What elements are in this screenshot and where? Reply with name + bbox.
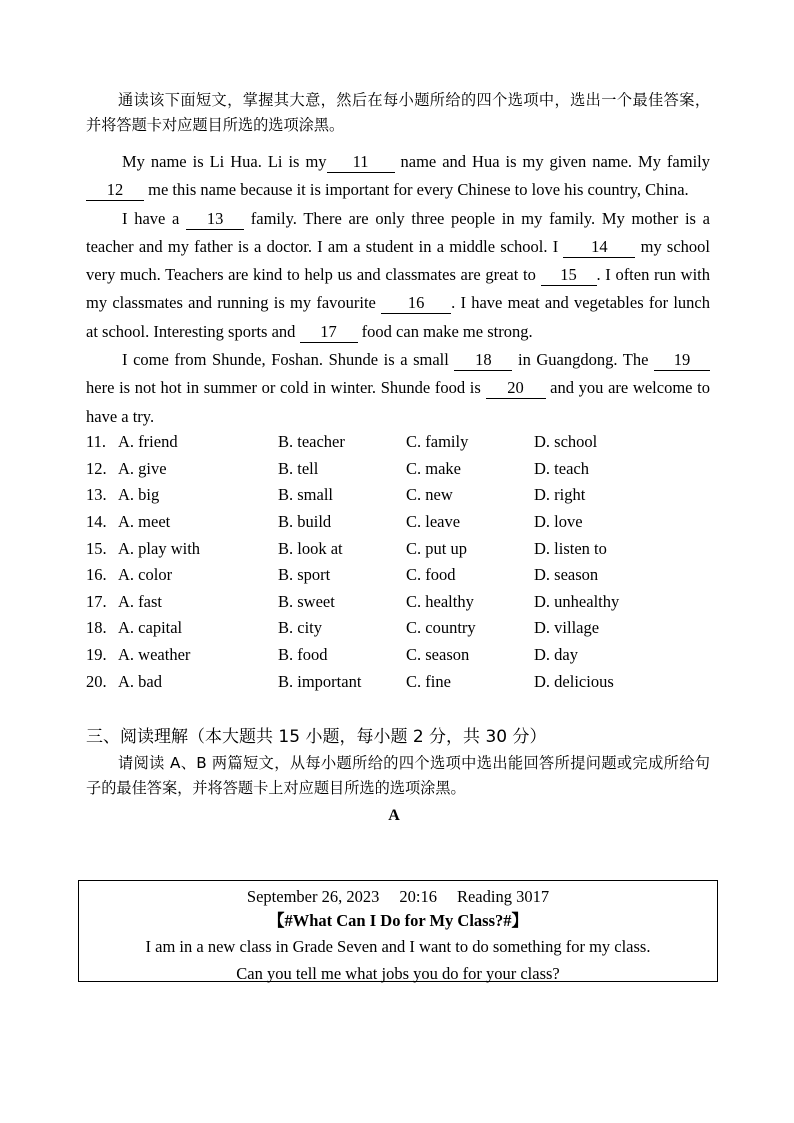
- passage-text: me this name because it is important for every Chinese to love his country, China.: [144, 180, 689, 200]
- option-c: C. leave: [406, 512, 461, 532]
- blank-20: 20: [486, 378, 546, 399]
- option-a: A. bad: [118, 671, 162, 691]
- option-a: A. big: [118, 485, 160, 505]
- option-d: D. listen to: [534, 538, 607, 558]
- option-b: B. teacher: [278, 432, 345, 452]
- option-d: D. right: [534, 485, 586, 505]
- post-date: September 26, 2023: [246, 887, 380, 906]
- option-c: C. food: [406, 565, 456, 585]
- blank-11: 11: [327, 152, 395, 173]
- passage-letter: A: [388, 806, 400, 824]
- option-a: A. color: [118, 565, 173, 585]
- option-d: D. teach: [534, 458, 589, 478]
- post-line-2: Can you tell me what jobs you do for your class?: [236, 964, 560, 983]
- option-row: [86, 562, 684, 589]
- passage-text: I come from Shunde, Foshan. Shunde is a small: [122, 350, 455, 370]
- option-c: C. family: [406, 432, 469, 452]
- passage-text: family. There are only three people in my family. My mother is a teacher and my father is a doctor. I am a student in a middle school. I: [86, 208, 710, 256]
- question-number: 13.: [86, 485, 107, 505]
- blank-15: 15: [541, 265, 597, 286]
- passage-text: My name is Li Hua. Li is my: [122, 152, 327, 171]
- option-c: C. season: [406, 645, 470, 665]
- passage-text: and you are welcome to have a try.: [86, 378, 710, 426]
- option-row: [86, 456, 684, 483]
- passage-paragraph-2: [86, 205, 710, 346]
- option-b: B. tell: [278, 458, 319, 478]
- option-b: B. build: [278, 512, 332, 532]
- passage-paragraph-3: [86, 346, 710, 431]
- cloze-instructions: 通读该下面短文，掌握其大意，然后在每小题所给的四个选项中，选出一个最佳答案，并将答题卡对应题目所选的选项涂黑。: [86, 91, 710, 134]
- option-c: C. country: [406, 618, 476, 638]
- option-row: [86, 668, 684, 695]
- question-number: 15.: [86, 538, 107, 558]
- option-row: [86, 509, 684, 536]
- option-row: [86, 642, 684, 669]
- options-table: [86, 429, 684, 695]
- passage-text: in Guangdong. The: [512, 350, 654, 370]
- passage-text: I have a: [122, 208, 187, 228]
- option-a: A. weather: [118, 645, 191, 665]
- option-a: A. play with: [118, 538, 201, 558]
- post-line-1: I am in a new class in Grade Seven and I want to do something for my class.: [145, 937, 651, 956]
- passage-text: my school very much. Teachers are kind to help us and classmates are great to: [86, 236, 710, 285]
- passage-text: . I have meat and vegetables for lunch at school. Interesting sports and: [86, 293, 710, 341]
- option-row: [86, 482, 684, 509]
- option-row: [86, 535, 684, 562]
- blank-16: 16: [381, 293, 451, 314]
- question-number: 17.: [86, 591, 107, 611]
- blank-12: 12: [86, 180, 144, 201]
- option-d: D. unhealthy: [534, 591, 620, 611]
- option-row: [86, 429, 684, 456]
- option-b: B. look at: [278, 538, 343, 558]
- post-reading-count: Reading 3017: [456, 887, 550, 906]
- option-d: D. delicious: [534, 671, 614, 691]
- option-c: C. put up: [406, 538, 467, 558]
- option-a: A. capital: [118, 618, 183, 638]
- option-row: [86, 615, 684, 642]
- option-b: B. important: [278, 671, 362, 691]
- option-b: B. small: [278, 485, 334, 505]
- option-c: C. healthy: [406, 591, 474, 611]
- option-c: C. make: [406, 458, 461, 478]
- option-row: [86, 589, 684, 616]
- blank-17: 17: [300, 322, 358, 343]
- post-box: [78, 880, 718, 982]
- passage-text: food can make me strong.: [357, 321, 533, 341]
- passage-text: name and Hua is my given name. My family: [394, 152, 710, 171]
- option-a: A. friend: [118, 432, 178, 452]
- passage-text: here is not hot in summer or cold in winter. Shunde food is: [86, 378, 486, 398]
- question-number: 16.: [86, 565, 107, 585]
- option-b: B. sweet: [278, 591, 335, 611]
- option-b: B. sport: [278, 565, 331, 585]
- question-number: 18.: [86, 618, 107, 638]
- option-d: D. day: [534, 645, 578, 665]
- option-a: A. meet: [118, 512, 171, 532]
- question-number: 20.: [86, 671, 107, 691]
- section-heading: 三、阅读理解（本大题共 15 小题，每小题 2 分，共 30 分）: [86, 726, 547, 747]
- blank-13: 13: [186, 209, 244, 230]
- option-d: D. village: [534, 618, 600, 638]
- question-number: 14.: [86, 512, 107, 532]
- exam-page: [86, 88, 710, 825]
- option-c: C. fine: [406, 671, 451, 691]
- question-number: 12.: [86, 458, 107, 478]
- passage-paragraph-1: [86, 148, 710, 205]
- option-d: D. love: [534, 512, 583, 532]
- reading-instructions: 请阅读 A、B 两篇短文，从每小题所给的四个选项中选出能回答所提问题或完成所给句子的最佳答案，并将答题卡上对应题目所选的选项涂黑。: [86, 753, 710, 797]
- option-a: A. give: [118, 458, 167, 478]
- option-c: C. new: [406, 485, 453, 505]
- option-b: B. city: [278, 618, 322, 638]
- blank-18: 18: [454, 350, 512, 371]
- post-meta: [79, 885, 717, 909]
- post-time: 20:16: [399, 887, 437, 906]
- option-a: A. fast: [118, 591, 162, 611]
- option-d: D. school: [534, 432, 598, 452]
- option-d: D. season: [534, 565, 599, 585]
- option-b: B. food: [278, 645, 328, 665]
- post-title: 【#What Can I Do for My Class?#】: [267, 911, 529, 930]
- blank-14: 14: [563, 237, 635, 258]
- question-number: 11.: [86, 432, 107, 452]
- blank-19: 19: [654, 350, 710, 371]
- question-number: 19.: [86, 645, 107, 665]
- passage-text: . I often run with my classmates and running is my favourite: [86, 265, 710, 313]
